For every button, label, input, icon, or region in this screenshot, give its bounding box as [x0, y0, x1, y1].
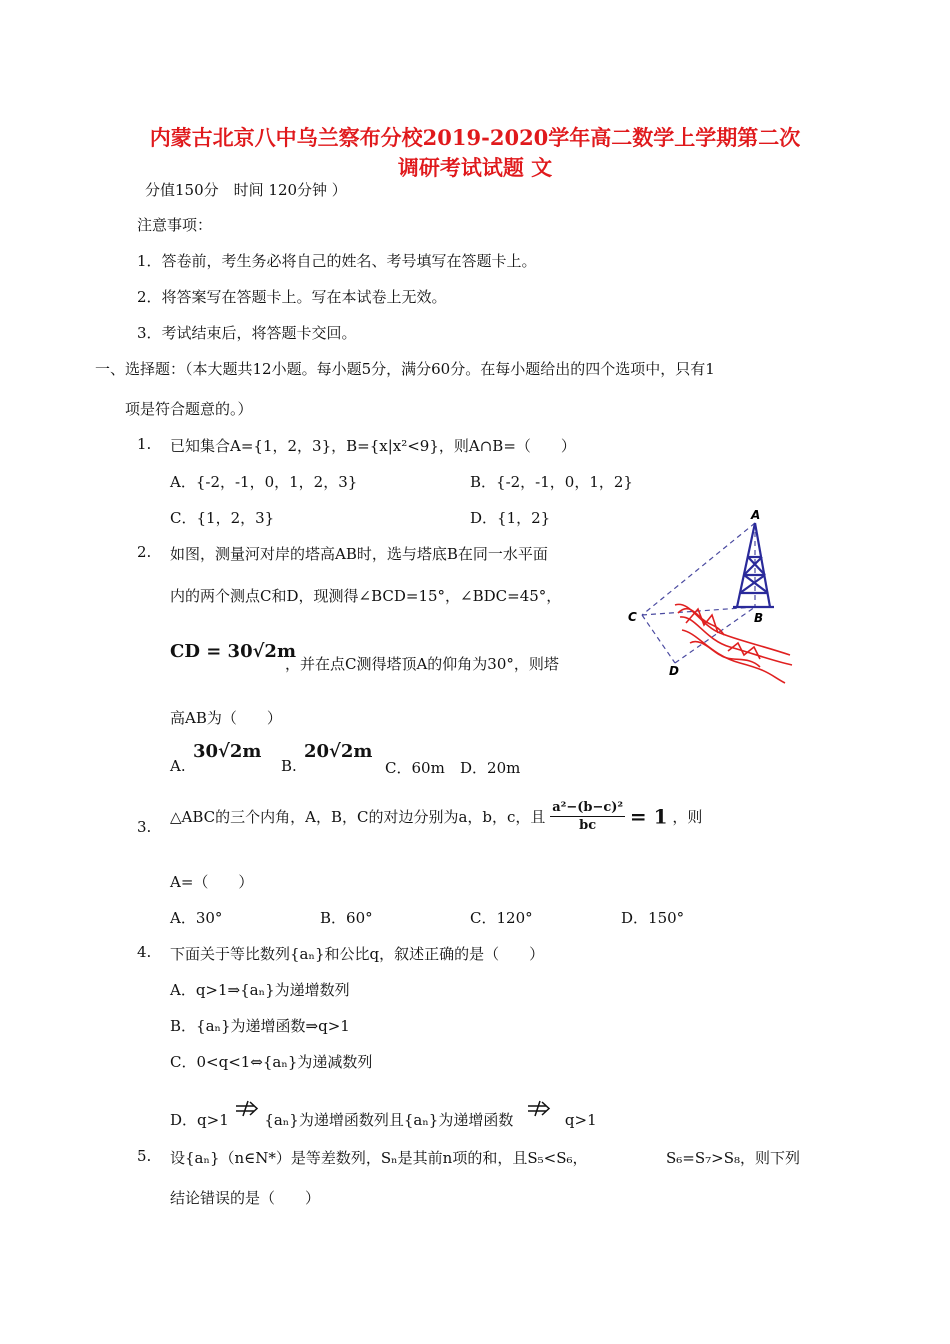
q2-stem-line1: 如图，测量河对岸的塔高AB时，选与塔底B在同一水平面	[170, 545, 548, 563]
q3-stem-text: △ABC的三个内角，A，B，C的对边分别为a，b，c，且	[170, 808, 546, 826]
q3-equals-one: = 1	[629, 804, 668, 829]
q3-option-c: C．120°	[470, 909, 533, 927]
q2-stem-line3: ，并在点C测得塔顶A的仰角为30°，则塔	[285, 655, 559, 673]
q4-option-d-part2: {aₙ}为递增函数列且{aₙ}为递增函数	[264, 1111, 514, 1129]
q2-option-d: D．20m	[460, 759, 521, 777]
q3-fraction	[550, 800, 625, 833]
q3-option-d: D．150°	[621, 909, 685, 927]
q1-option-a: A．{-2，-1，0，1，2，3}	[170, 473, 358, 491]
q4-option-d-part3: q>1	[564, 1111, 597, 1129]
q3-option-a: A．30°	[170, 909, 223, 927]
notice-item: 3．考试结束后，将答题卡交回。	[137, 324, 357, 342]
q3-number: 3.	[137, 818, 152, 836]
q3-stem	[170, 800, 702, 833]
q2-option-b-label: B.	[281, 757, 297, 775]
q2-option-a-math: 30√2m	[193, 741, 262, 762]
not-implies-icon	[526, 1099, 552, 1119]
tower-figure	[620, 505, 800, 690]
notice-heading: 注意事项：	[137, 216, 213, 234]
exam-meta: 分值150分 时间 120分钟 ）	[145, 181, 347, 199]
q3-tail: ，则	[672, 808, 703, 826]
section1-heading-cont: 项是符合题意的。）	[125, 400, 253, 418]
fig-label-b: B	[754, 611, 764, 625]
q1-option-d: D．{1，2}	[470, 509, 551, 527]
fig-label-a: A	[751, 508, 761, 522]
q4-option-a: A．q>1⇒{aₙ}为递增数列	[170, 981, 350, 999]
q4-option-c: C．0<q<1⇔{aₙ}为递减数列	[170, 1053, 373, 1071]
q3-option-b: B．60°	[320, 909, 373, 927]
q5-stem-line1b: S₆=S₇>S₈，则下列	[666, 1149, 801, 1167]
fig-label-d: D	[669, 664, 679, 678]
q4-option-d	[170, 1099, 597, 1130]
q2-option-b-math: 20√2m	[304, 741, 373, 762]
fig-label-c: C	[628, 610, 637, 624]
q3-frac-denominator: bc	[579, 818, 597, 833]
not-implies-icon	[234, 1099, 260, 1119]
q2-stem-line4: 高AB为（ ）	[170, 709, 282, 727]
q1-stem: 已知集合A={1，2，3}，B={x|x²<9}，则A∩B=（ ）	[170, 437, 576, 455]
q4-number: 4.	[137, 943, 152, 961]
q1-number: 1.	[137, 435, 152, 453]
q3-stem-line2: A=（ ）	[170, 873, 254, 891]
q5-stem-line2: 结论错误的是（ ）	[170, 1189, 321, 1207]
notice-item: 1．答卷前，考生务必将自己的姓名、考号填写在答题卡上。	[137, 252, 537, 270]
q2-option-c: C．60m	[385, 759, 445, 777]
notice-item: 2．将答案写在答题卡上。写在本试卷上无效。	[137, 288, 447, 306]
q2-cd-formula: CD = 30√2m	[170, 641, 296, 662]
section1-heading: 一、选择题：（本大题共12小题。每小题5分，满分60分。在每小题给出的四个选项中，只有1	[95, 360, 715, 378]
q2-number: 2.	[137, 543, 152, 561]
exam-title-line2: 调研考试试题 文	[397, 155, 553, 180]
q4-option-d-part1: D．q>1	[170, 1111, 229, 1129]
q4-stem: 下面关于等比数列{aₙ}和公比q，叙述正确的是（ ）	[170, 945, 545, 963]
q1-option-b: B．{-2，-1，0，1，2}	[470, 473, 633, 491]
exam-title-line1: 内蒙古北京八中乌兰察布分校2019-2020学年高二数学上学期第二次	[149, 125, 801, 150]
q5-number: 5.	[137, 1147, 152, 1165]
q2-stem-line2: 内的两个测点C和D，现测得∠BCD=15°，∠BDC=45°，	[170, 587, 562, 605]
q1-option-c: C．{1，2，3}	[170, 509, 275, 527]
q5-stem-line1a: 设{aₙ}（n∈N*）是等差数列，Sₙ是其前n项的和，且S₅<S₆，	[170, 1149, 588, 1167]
q4-option-b: B．{aₙ}为递增函数⇒q>1	[170, 1017, 350, 1035]
q3-frac-numerator: a²−(b−c)²	[552, 800, 624, 815]
q2-option-a-label: A.	[170, 757, 186, 775]
